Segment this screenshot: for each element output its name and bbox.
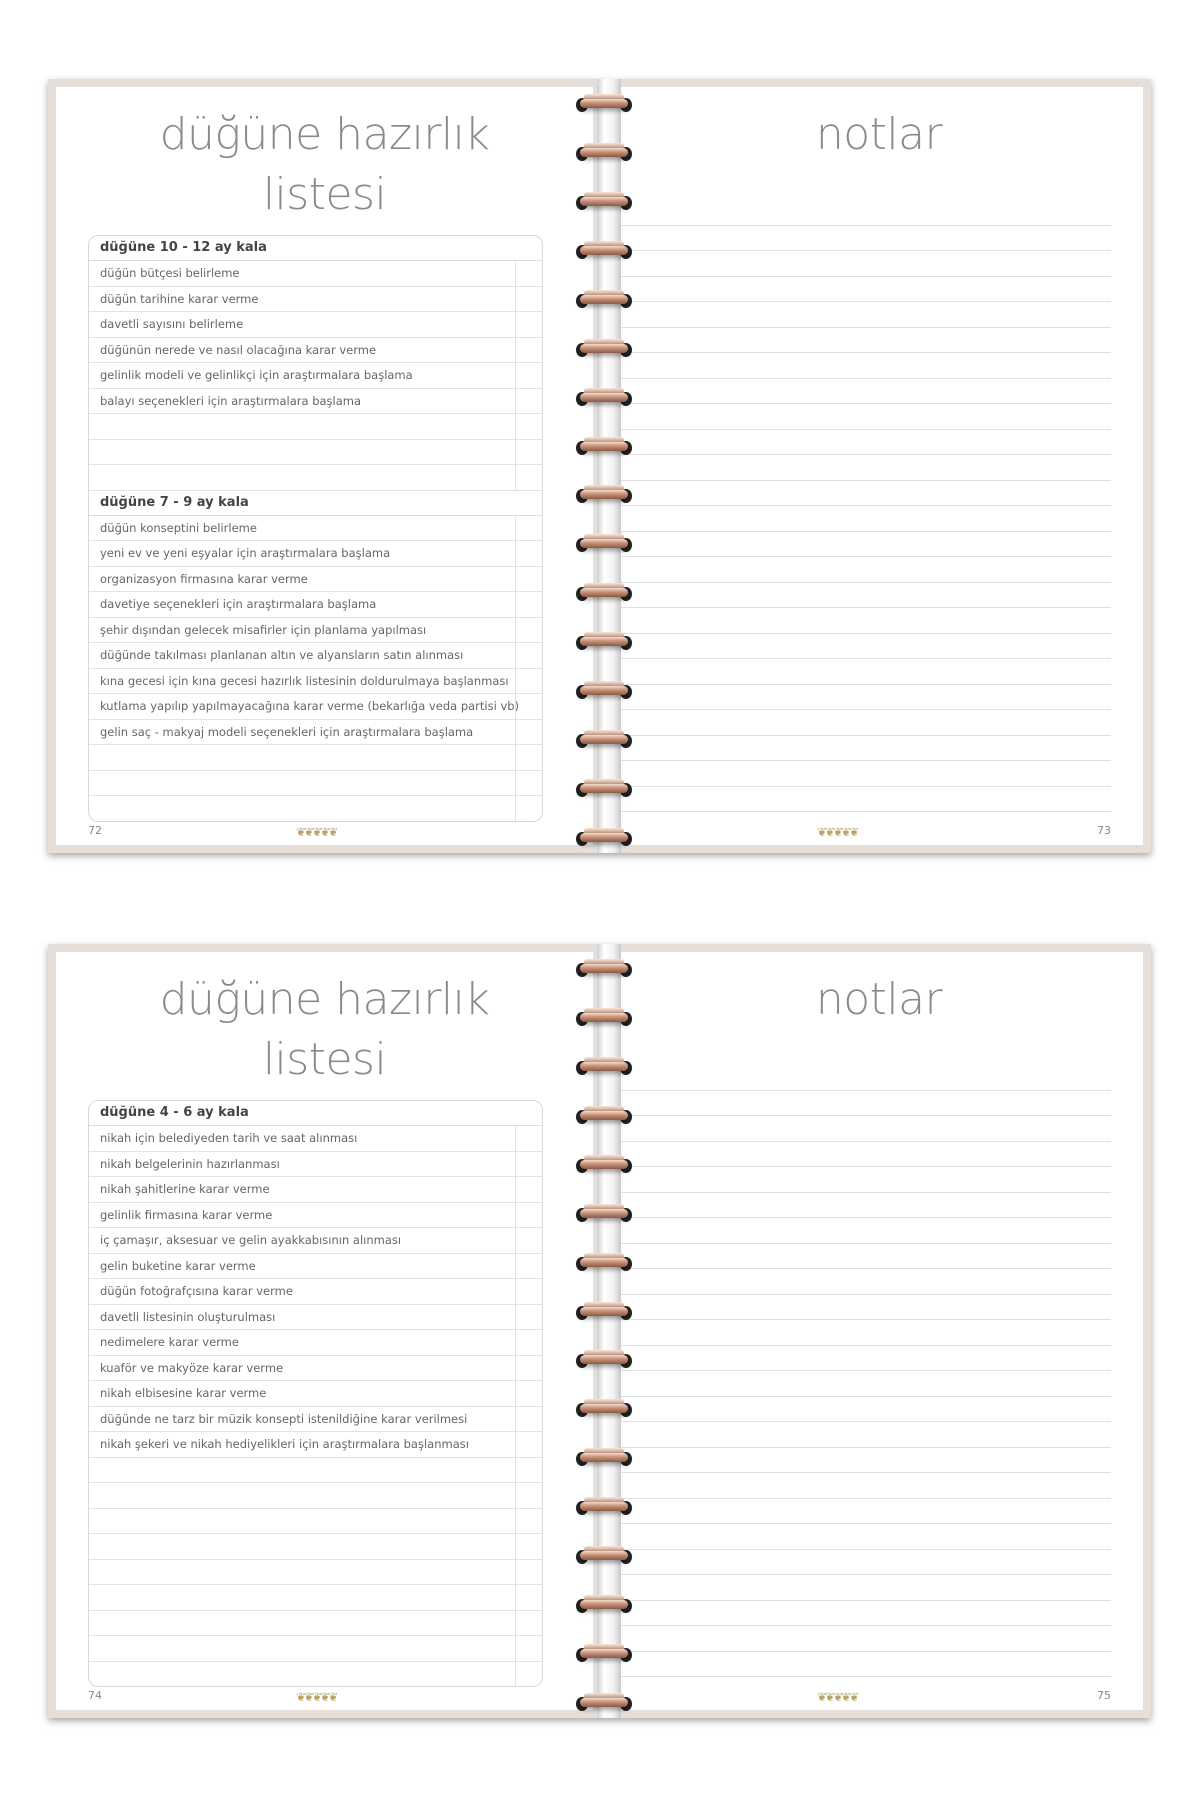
leaf-ornament-icon: ❦❦❦❦❦ <box>817 1690 858 1704</box>
page-number: 74 <box>88 1689 102 1702</box>
checklist-blank-row[interactable] <box>89 1509 542 1535</box>
notes-page-73 <box>615 87 1143 845</box>
checklist-item[interactable]: yeni ev ve yeni eşyalar için araştırmalara başlama <box>89 541 542 567</box>
spiral-ring-icon <box>576 680 632 704</box>
checklist-page-74 <box>56 952 593 1710</box>
checklist-table <box>88 235 543 822</box>
note-line[interactable] <box>615 1065 1111 1091</box>
note-line[interactable] <box>615 1524 1111 1550</box>
page-number: 75 <box>1097 1689 1111 1702</box>
checklist-blank-row[interactable] <box>89 1534 542 1560</box>
checklist-blank-row[interactable] <box>89 1560 542 1586</box>
leaf-ornament-icon: ❦❦❦❦❦ <box>296 825 337 839</box>
note-line[interactable] <box>615 1320 1111 1346</box>
checklist-item[interactable]: kutlama yapılıp yapılmayacağına karar verme (bekarlığa veda partisi vb) <box>89 694 542 720</box>
note-line[interactable] <box>615 761 1111 787</box>
note-line[interactable] <box>615 506 1111 532</box>
section-heading: düğüne 4 - 6 ay kala <box>89 1101 542 1126</box>
spiral-ring-icon <box>576 1252 632 1276</box>
spiral-ring-icon <box>576 1594 632 1618</box>
checklist-item[interactable]: düğün bütçesi belirleme <box>89 261 542 287</box>
note-line[interactable] <box>615 328 1111 354</box>
spiral-ring-icon <box>576 93 632 117</box>
checklist-blank-row[interactable] <box>89 1636 542 1662</box>
spiral-ring-icon <box>576 1447 632 1471</box>
note-line[interactable] <box>615 430 1111 456</box>
spiral-ring-icon <box>576 484 632 508</box>
page-number: 73 <box>1097 824 1111 837</box>
checklist-item[interactable]: şehir dışından gelecek misafirler için planlama yapılması <box>89 618 542 644</box>
spiral-ring-icon <box>576 1056 632 1080</box>
note-line[interactable] <box>615 1652 1111 1678</box>
checklist-page-72 <box>56 87 593 845</box>
note-line[interactable] <box>615 608 1111 634</box>
spiral-ring-icon <box>576 436 632 460</box>
section-heading: düğüne 7 - 9 ay kala <box>89 491 542 516</box>
note-line[interactable] <box>615 532 1111 558</box>
spiral-ring-icon <box>576 142 632 166</box>
spiral-ring-icon <box>576 289 632 313</box>
note-line[interactable] <box>615 1091 1111 1117</box>
checklist-item[interactable]: balayı seçenekleri için araştırmalara başlama <box>89 389 542 415</box>
note-line[interactable] <box>615 404 1111 430</box>
spiral-ring-icon <box>576 827 632 851</box>
note-line[interactable] <box>615 1601 1111 1627</box>
note-line[interactable] <box>615 481 1111 507</box>
note-line[interactable] <box>615 685 1111 711</box>
spiral-ring-icon <box>576 533 632 557</box>
page-title: notlar <box>815 974 943 1025</box>
checklist-item[interactable]: iç çamaşır, aksesuar ve gelin ayakkabısının alınması <box>89 1228 542 1254</box>
checklist-item[interactable]: nikah şekeri ve nikah hediyelikleri için araştırmalara başlanması <box>89 1432 542 1458</box>
title-line-1: düğüne hazırlık <box>159 109 490 160</box>
checklist-item[interactable]: düğünde ne tarz bir müzik konsepti istenildiğine karar verilmesi <box>89 1407 542 1433</box>
leaf-ornament-icon: ❦❦❦❦❦ <box>817 825 858 839</box>
leaf-ornament-icon: ❦❦❦❦❦ <box>296 1690 337 1704</box>
checklist-blank-row[interactable] <box>89 465 542 491</box>
checklist-item[interactable]: gelin buketine karar verme <box>89 1254 542 1280</box>
notebook-spread-1 <box>48 79 1151 853</box>
checklist-blank-row[interactable] <box>89 771 542 797</box>
checklist-blank-row[interactable] <box>89 1662 542 1687</box>
checklist-item[interactable]: davetli listesinin oluşturulması <box>89 1305 542 1331</box>
note-line[interactable] <box>615 1218 1111 1244</box>
note-line[interactable] <box>615 1499 1111 1525</box>
checklist-item[interactable]: nikah şahitlerine karar verme <box>89 1177 542 1203</box>
spiral-ring-icon <box>576 778 632 802</box>
spiral-ring-icon <box>576 1349 632 1373</box>
note-line[interactable] <box>615 226 1111 252</box>
checklist-blank-row[interactable] <box>89 1483 542 1509</box>
spiral-ring-icon <box>576 1398 632 1422</box>
checklist-item[interactable]: nikah elbisesine karar verme <box>89 1381 542 1407</box>
checklist-blank-row[interactable] <box>89 414 542 440</box>
note-line[interactable] <box>615 710 1111 736</box>
note-line[interactable] <box>615 455 1111 481</box>
checklist-item[interactable]: düğünde takılması planlanan altın ve alyansların satın alınması <box>89 643 542 669</box>
spiral-binding <box>576 944 632 1718</box>
note-line[interactable] <box>615 557 1111 583</box>
checklist-item[interactable]: gelin saç - makyaj modeli seçenekleri için araştırmalara başlama <box>89 720 542 746</box>
note-line[interactable] <box>615 1346 1111 1372</box>
note-line[interactable] <box>615 583 1111 609</box>
spiral-ring-icon <box>576 631 632 655</box>
note-line[interactable] <box>615 1550 1111 1576</box>
spiral-ring-icon <box>576 582 632 606</box>
note-line[interactable] <box>615 1142 1111 1168</box>
checklist-item[interactable]: nikah için belediyeden tarih ve saat alınması <box>89 1126 542 1152</box>
spiral-ring-icon <box>576 191 632 215</box>
checklist-blank-row[interactable] <box>89 796 542 821</box>
note-line[interactable] <box>615 659 1111 685</box>
spiral-ring-icon <box>576 1105 632 1129</box>
note-line[interactable] <box>615 1626 1111 1652</box>
note-line[interactable] <box>615 1473 1111 1499</box>
checklist-item[interactable]: nikah belgelerinin hazırlanması <box>89 1152 542 1178</box>
note-line[interactable] <box>615 1167 1111 1193</box>
checklist-item[interactable]: düğün tarihine karar verme <box>89 287 542 313</box>
note-line[interactable] <box>615 1371 1111 1397</box>
note-line[interactable] <box>615 353 1111 379</box>
checklist-item[interactable]: düğünün nerede ve nasıl olacağına karar verme <box>89 338 542 364</box>
checklist-item[interactable]: düğün fotoğrafçısına karar verme <box>89 1279 542 1305</box>
note-line[interactable] <box>615 1244 1111 1270</box>
spiral-ring-icon <box>576 1007 632 1031</box>
spiral-ring-icon <box>576 1203 632 1227</box>
checklist-blank-row[interactable] <box>89 1585 542 1611</box>
checklist-blank-row[interactable] <box>89 440 542 466</box>
page-title <box>56 105 593 225</box>
spiral-ring-icon <box>576 338 632 362</box>
checklist-item[interactable]: gelinlik modeli ve gelinlikçi için araştırmalara başlama <box>89 363 542 389</box>
note-line[interactable] <box>615 634 1111 660</box>
checklist-item[interactable]: kuaför ve makyöze karar verme <box>89 1356 542 1382</box>
checklist-table <box>88 1100 543 1687</box>
checklist-item[interactable]: davetli sayısını belirleme <box>89 312 542 338</box>
spiral-ring-icon <box>576 1643 632 1667</box>
checklist-item[interactable]: gelinlik firmasına karar verme <box>89 1203 542 1229</box>
checklist-item[interactable]: davetiye seçenekleri için araştırmalara başlama <box>89 592 542 618</box>
checklist-item[interactable]: düğün konseptini belirleme <box>89 516 542 542</box>
note-line[interactable] <box>615 736 1111 762</box>
spiral-ring-icon <box>576 240 632 264</box>
notes-lines[interactable] <box>615 1065 1111 1677</box>
page-title: notlar <box>815 109 943 160</box>
note-line[interactable] <box>615 787 1111 813</box>
checklist-blank-row[interactable] <box>89 1611 542 1637</box>
note-line[interactable] <box>615 1193 1111 1219</box>
note-line[interactable] <box>615 1422 1111 1448</box>
page-title <box>56 970 593 1090</box>
checklist-item[interactable]: organizasyon firmasına karar verme <box>89 567 542 593</box>
spiral-ring-icon <box>576 958 632 982</box>
note-line[interactable] <box>615 277 1111 303</box>
checklist-blank-row[interactable] <box>89 745 542 771</box>
checklist-blank-row[interactable] <box>89 1458 542 1484</box>
note-line[interactable] <box>615 1448 1111 1474</box>
checklist-item[interactable]: kına gecesi için kına gecesi hazırlık listesinin doldurulmaya başlanması <box>89 669 542 695</box>
title-line-2: listesi <box>262 169 387 220</box>
spiral-ring-icon <box>576 387 632 411</box>
spiral-ring-icon <box>576 1496 632 1520</box>
spiral-ring-icon <box>576 1545 632 1569</box>
note-line[interactable] <box>615 1295 1111 1321</box>
spiral-ring-icon <box>576 1301 632 1325</box>
spiral-ring-icon <box>576 1692 632 1716</box>
note-line[interactable] <box>615 302 1111 328</box>
note-line[interactable] <box>615 379 1111 405</box>
spiral-ring-icon <box>576 729 632 753</box>
notes-page-75 <box>615 952 1143 1710</box>
spiral-binding <box>576 79 632 853</box>
spiral-ring-icon <box>576 1154 632 1178</box>
section-heading: düğüne 10 - 12 ay kala <box>89 236 542 261</box>
note-line[interactable] <box>615 1397 1111 1423</box>
notebook-spread-2 <box>48 944 1151 1718</box>
note-line[interactable] <box>615 1116 1111 1142</box>
note-line[interactable] <box>615 251 1111 277</box>
title-line-1: düğüne hazırlık <box>159 974 490 1025</box>
page-number: 72 <box>88 824 102 837</box>
notes-lines[interactable] <box>615 200 1111 812</box>
checklist-item[interactable]: nedimelere karar verme <box>89 1330 542 1356</box>
title-line-2: listesi <box>262 1034 387 1085</box>
note-line[interactable] <box>615 200 1111 226</box>
note-line[interactable] <box>615 1575 1111 1601</box>
note-line[interactable] <box>615 1269 1111 1295</box>
